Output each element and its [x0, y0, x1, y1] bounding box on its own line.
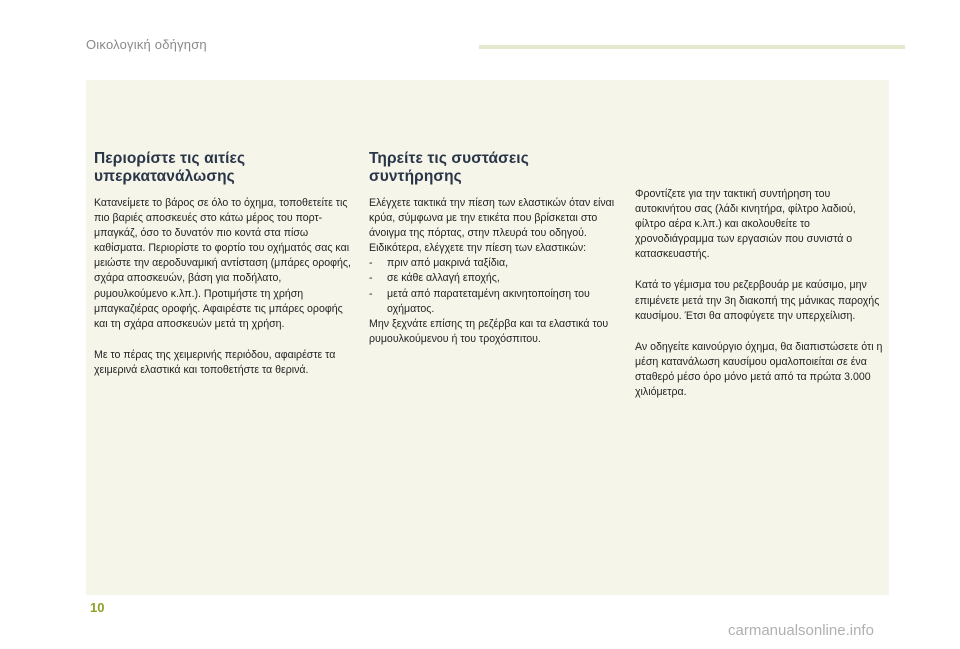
watermark: carmanualsonline.info: [728, 622, 874, 639]
column-maintenance-recommendations: [369, 150, 624, 347]
paragraph-load-distribution: Κατανείμετε το βάρος σε όλο το όχημα, τοποθετείτε τις πιο βαριές αποσκευές στο κάτω μέρος του πορτ-μπαγκάζ, όσο το δυνατόν πιο κοντά στα πίσω καθίσματα. Περιορίστε το φορτίο του οχήματός σας και μειώστε την αεροδυναμική αντίσταση (μπάρες οροφής, σχάρα αποσκευών, βάση για ποδήλατο, ρυμουλκούμενο κ.λπ.). Προτιμήστε τη χρήση μπαγκαζιέρας οροφής. Αφαιρέστε τις μπάρες οροφής και τη σχάρα αποσκευών μετά τη χρήση.: [94, 197, 351, 330]
paragraph-regular-maintenance: Φροντίζετε για την τακτική συντήρηση του αυτοκινήτου σας (λάδι κινητήρα, φίλτρο λαδιού, φίλτρο αέρα κ.λπ.) και ακολουθείτε το χρονοδιάγραμμα των εργασιών που συνιστά ο κατασκευαστής.: [635, 188, 856, 261]
heading-line-2: υπερκατανάλωσης: [94, 167, 235, 185]
list-item: - πριν από μακρινά ταξίδια,: [369, 256, 624, 271]
tyre-check-list: [369, 256, 624, 316]
heading-line-1: Περιορίστε τις αιτίες: [94, 150, 246, 167]
list-item: - σε κάθε αλλαγή εποχής,: [369, 271, 624, 286]
page-number: 10: [90, 600, 105, 615]
paragraph-refuelling: Κατά το γέμισμα του ρεζερβουάρ με καύσιμο, μην επιμένετε μετά την 3η διακοπή της μάνικας παροχής καυσίμου. Έτσι θα αποφύγετε την υπερχείλιση.: [635, 279, 880, 322]
column-maintenance-continued: [635, 187, 885, 400]
section-heading-reduce-overconsumption: [94, 150, 354, 185]
paragraph-tyre-pressure: Ελέγχετε τακτικά την πίεση των ελαστικών όταν είναι κρύα, σύμφωνα με την ετικέτα που βρίσκεται στο άνοιγμα της πόρτας, στην πλευρά του οδηγού.: [369, 197, 615, 240]
paragraph-new-vehicle: Αν οδηγείτε καινούργιο όχημα, θα διαπιστώσετε ότι η μέση κατανάλωση καυσίμου ομαλοποιείται σε ένα σταθερό μέσο όρο μόνο μετά από τα πρώτα 3.000 χιλιόμετρα.: [635, 340, 883, 399]
heading-line-1: Τηρείτε τις συστάσεις: [369, 150, 529, 167]
paragraph-check-pressure-when: Ειδικότερα, ελέγχετε την πίεση των ελαστικών:: [369, 242, 587, 255]
heading-line-2: συντήρησης: [369, 167, 462, 185]
paragraph-spare-wheel: Μην ξεχνάτε επίσης τη ρεζέρβα και τα ελαστικά του ρυμουλκούμενου ή του τροχόσπιτου.: [369, 317, 609, 345]
paragraph-winter-tyres: Με το πέρας της χειμερινής περιόδου, αφαιρέστε τα χειμερινά ελαστικά και τοποθετήστε τα θερινά.: [94, 348, 336, 376]
page-header-title: Οικολογική οδήγηση: [86, 37, 207, 52]
section-heading-maintenance: [369, 150, 624, 185]
header-accent-bar: [479, 45, 905, 49]
column-reduce-overconsumption: [94, 150, 354, 378]
list-item: - μετά από παρατεταμένη ακινητοποίηση του οχήματος.: [369, 287, 624, 317]
